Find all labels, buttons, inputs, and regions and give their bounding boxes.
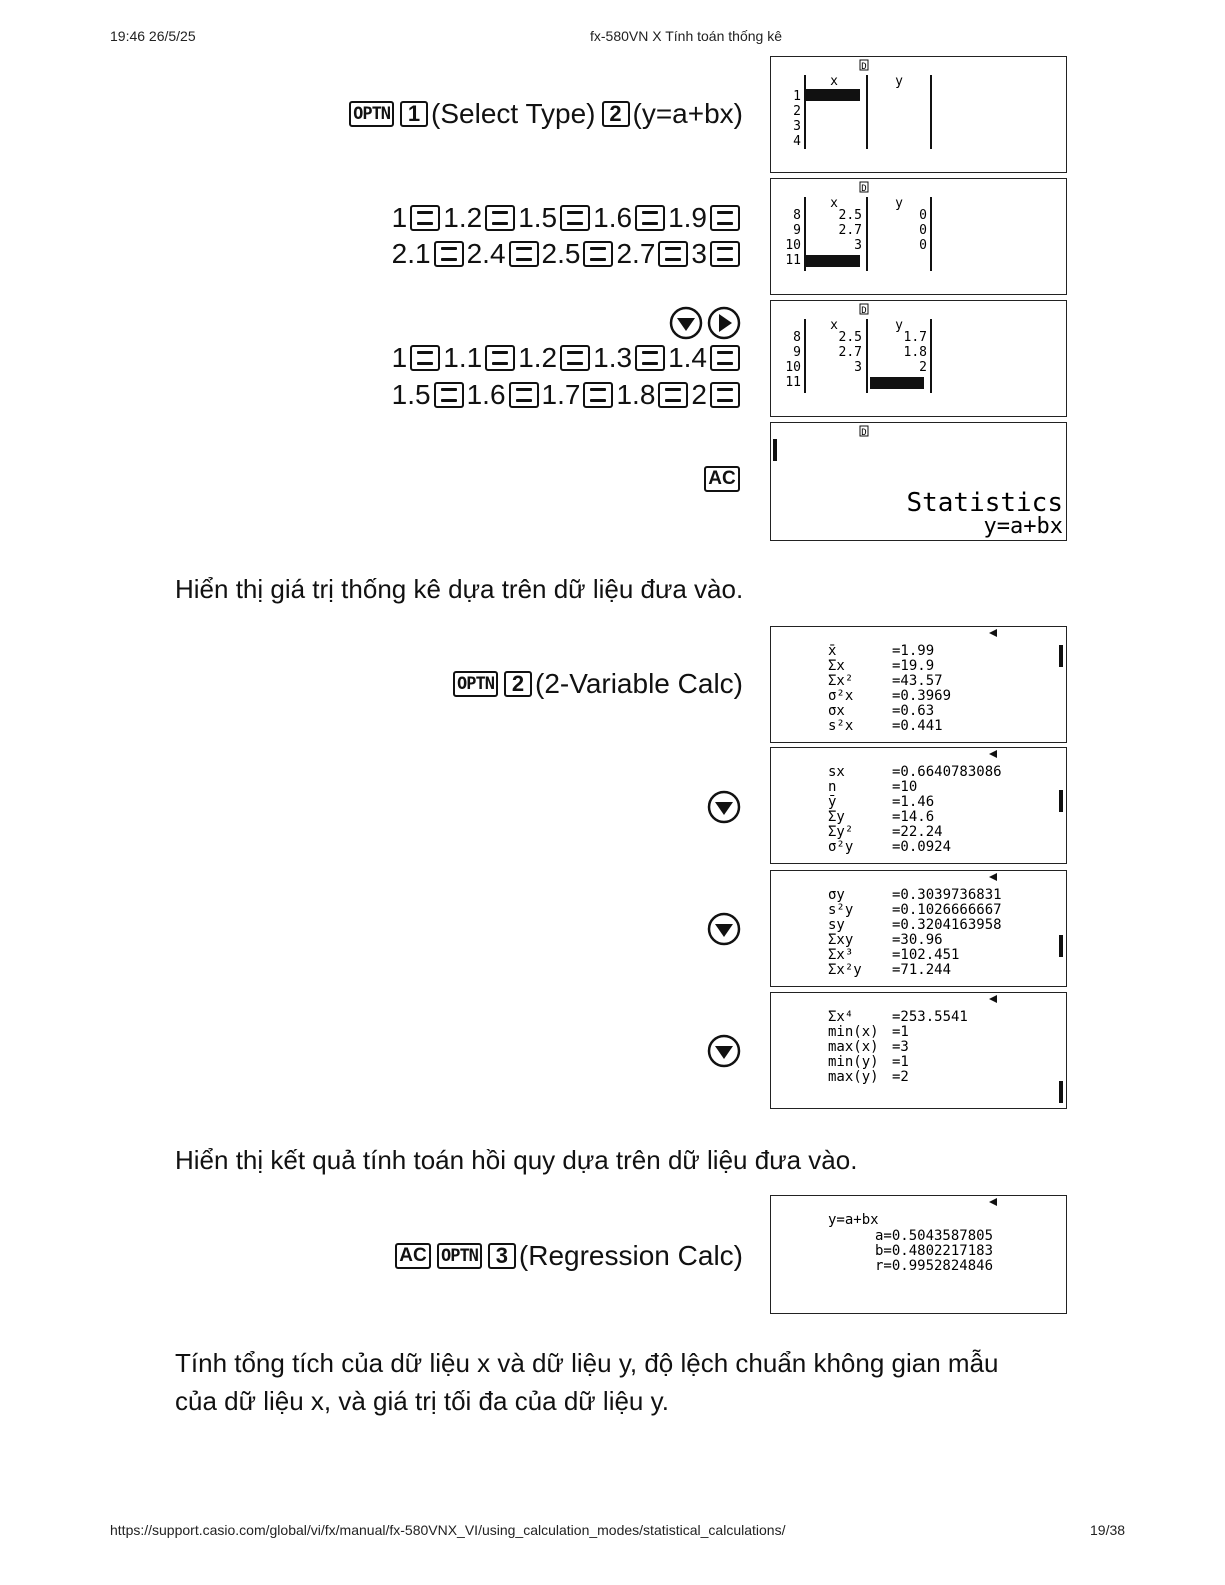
svg-text:s²y: s²y xyxy=(828,902,854,918)
svg-text:=0.3204163958: =0.3204163958 xyxy=(892,917,1002,933)
svg-text:9: 9 xyxy=(793,223,801,238)
svg-text:y: y xyxy=(895,318,903,333)
equals-key xyxy=(434,241,464,267)
header-title: fx-580VN X Tính toán thống kê xyxy=(590,28,782,44)
svg-text:y=a+bx: y=a+bx xyxy=(828,1212,879,1228)
svg-text:=10: =10 xyxy=(892,779,918,795)
svg-text:=0.3969: =0.3969 xyxy=(892,688,952,704)
svg-text:10: 10 xyxy=(785,238,801,253)
svg-text:D: D xyxy=(861,184,867,194)
y-a-bx-label: (y=a+bx) xyxy=(632,98,743,129)
stat-mode-display xyxy=(771,423,1066,540)
stats-4-display xyxy=(771,993,1066,1108)
equals-key xyxy=(710,345,740,371)
regression-display xyxy=(771,1196,1066,1313)
screen-table-x xyxy=(770,178,1067,295)
paragraph-task-line-1: Tính tổng tích của dữ liệu x và dữ liệu y, độ lệch chuẩn không gian mẫu xyxy=(175,1348,999,1378)
svg-text:2: 2 xyxy=(793,104,801,119)
down-arrow-key-icon xyxy=(669,306,703,340)
step-select-type xyxy=(346,98,743,130)
footer-page-number: 19/38 xyxy=(1090,1522,1126,1538)
equals-key xyxy=(583,382,613,408)
stat-type-label: y=a+bx xyxy=(983,514,1063,539)
down-step-2 xyxy=(705,912,743,946)
svg-text:Σx³: Σx³ xyxy=(828,947,854,963)
svg-text:0: 0 xyxy=(919,208,927,223)
footer-url[interactable]: https://support.casio.com/global/vi/fx/manual/fx-580VNX_VI/using_calculation_modes/statistical_calculations/ xyxy=(110,1522,786,1538)
svg-text:Σx²: Σx² xyxy=(828,673,854,689)
svg-text:=0.0924: =0.0924 xyxy=(892,839,952,855)
stat-mode-label: Statistics xyxy=(906,488,1063,518)
svg-text:Σy²: Σy² xyxy=(828,824,854,840)
stats-2-display xyxy=(771,748,1066,863)
svg-text:1.7: 1.7 xyxy=(903,330,927,345)
ac-key: AC xyxy=(395,1243,431,1269)
down-step-1 xyxy=(705,790,743,824)
svg-text:=19.9: =19.9 xyxy=(892,658,935,674)
equals-key xyxy=(658,241,688,267)
screen-table-empty xyxy=(770,56,1067,173)
cell-cursor xyxy=(806,89,860,101)
screen-table-xy xyxy=(770,300,1067,417)
svg-text:=71.244: =71.244 xyxy=(892,962,952,978)
x-data-row-2: 2.1 2.4 2.5 2.7 3 xyxy=(392,238,743,270)
svg-text:σx: σx xyxy=(828,703,845,719)
optn-key: OPTN xyxy=(453,671,498,697)
screen-stats-3 xyxy=(770,870,1067,987)
svg-text:x: x xyxy=(830,318,838,333)
svg-text:10: 10 xyxy=(785,360,801,375)
svg-text:Σy: Σy xyxy=(828,809,845,825)
y-data-row-2: 1.5 1.6 1.7 1.8 2 xyxy=(392,379,743,411)
svg-text:=1: =1 xyxy=(892,1024,909,1040)
deg-indicator: D xyxy=(861,62,867,72)
svg-text:0: 0 xyxy=(919,223,927,238)
equals-key xyxy=(710,382,740,408)
svg-text:=14.6: =14.6 xyxy=(892,809,935,825)
cursor-keys-row xyxy=(667,306,743,340)
svg-text:=2: =2 xyxy=(892,1069,909,1085)
svg-text:y: y xyxy=(895,196,903,211)
svg-text:=0.441: =0.441 xyxy=(892,718,943,734)
key-3: 3 xyxy=(488,1243,516,1269)
svg-text:Σx: Σx xyxy=(828,658,845,674)
equals-key xyxy=(410,345,440,371)
svg-text:4: 4 xyxy=(793,134,801,149)
stats-3-display xyxy=(771,871,1066,986)
svg-text:11: 11 xyxy=(785,375,801,390)
svg-text:=1.99: =1.99 xyxy=(892,643,935,659)
svg-text:3: 3 xyxy=(854,360,862,375)
svg-text:min(x): min(x) xyxy=(828,1024,879,1040)
svg-text:sx: sx xyxy=(828,764,845,780)
svg-text:3: 3 xyxy=(793,119,801,134)
svg-text:x̄: x̄ xyxy=(828,643,837,659)
equals-key xyxy=(710,241,740,267)
equals-key xyxy=(434,382,464,408)
svg-text:2.5: 2.5 xyxy=(838,330,862,345)
svg-text:2: 2 xyxy=(919,360,927,375)
equals-key xyxy=(410,205,440,231)
equals-key xyxy=(635,205,665,231)
svg-text:s²x: s²x xyxy=(828,718,854,734)
ac-key: AC xyxy=(704,466,740,492)
svg-text:σy: σy xyxy=(828,887,845,903)
svg-text:=1: =1 xyxy=(892,1054,909,1070)
svg-text:=0.6640783086: =0.6640783086 xyxy=(892,764,1002,780)
equals-key xyxy=(485,345,515,371)
key-2: 2 xyxy=(504,671,532,697)
screen-stats-4 xyxy=(770,992,1067,1109)
screen-stats-1 xyxy=(770,626,1067,743)
right-arrow-key-icon xyxy=(707,306,741,340)
equals-key xyxy=(485,205,515,231)
paragraph-regression: Hiển thị kết quả tính toán hồi quy dựa trên dữ liệu đưa vào. xyxy=(175,1145,858,1175)
svg-text:11: 11 xyxy=(785,253,801,268)
svg-text:2.5: 2.5 xyxy=(838,208,862,223)
y-data-row-1: 1 1.1 1.2 1.3 1.4 xyxy=(392,342,743,374)
svg-text:0: 0 xyxy=(919,238,927,253)
svg-text:=3: =3 xyxy=(892,1039,909,1055)
svg-text:1.8: 1.8 xyxy=(903,345,927,360)
screen-stats-2 xyxy=(770,747,1067,864)
equals-key xyxy=(560,345,590,371)
svg-text:9: 9 xyxy=(793,345,801,360)
svg-text:=1.46: =1.46 xyxy=(892,794,935,810)
down-arrow-key-icon xyxy=(707,912,741,946)
svg-text:sy: sy xyxy=(828,917,845,933)
key-1: 1 xyxy=(400,101,428,127)
equals-key xyxy=(509,241,539,267)
down-arrow-key-icon xyxy=(707,790,741,824)
svg-text:σ²x: σ²x xyxy=(828,688,854,704)
svg-text:n: n xyxy=(828,779,837,795)
equals-key xyxy=(560,205,590,231)
svg-text:σ²y: σ²y xyxy=(828,839,854,855)
svg-text:D: D xyxy=(861,428,867,438)
svg-text:max(x): max(x) xyxy=(828,1039,879,1055)
header-datetime: 19:46 26/5/25 xyxy=(110,28,196,44)
equals-key xyxy=(583,241,613,267)
input-cursor xyxy=(773,439,777,461)
svg-text:x: x xyxy=(830,196,838,211)
svg-text:r=0.9952824846: r=0.9952824846 xyxy=(875,1258,994,1274)
screen-stat-mode xyxy=(770,422,1067,541)
svg-text:2.7: 2.7 xyxy=(838,345,862,360)
down-step-3 xyxy=(705,1034,743,1068)
key-2: 2 xyxy=(602,101,630,127)
svg-text:a=0.5043587805: a=0.5043587805 xyxy=(875,1228,994,1244)
svg-text:Σxy: Σxy xyxy=(828,932,854,948)
paragraph-stat-values: Hiển thị giá trị thống kê dựa trên dữ liệu đưa vào. xyxy=(175,574,744,604)
step-regression-calc xyxy=(392,1240,743,1272)
col-x-header: x xyxy=(830,74,838,89)
svg-text:=253.5541: =253.5541 xyxy=(892,1009,968,1025)
svg-text:3: 3 xyxy=(854,238,862,253)
svg-text:8: 8 xyxy=(793,208,801,223)
svg-text:Σx²y: Σx²y xyxy=(828,962,862,978)
scrollbar xyxy=(1059,645,1063,667)
ac-step xyxy=(701,466,743,492)
svg-text:=30.96: =30.96 xyxy=(892,932,943,948)
svg-text:=0.1026666667: =0.1026666667 xyxy=(892,902,1002,918)
stats-1-display xyxy=(771,627,1066,742)
svg-text:2.7: 2.7 xyxy=(838,223,862,238)
svg-text:8: 8 xyxy=(793,330,801,345)
table-xy-display xyxy=(771,301,1066,416)
select-type-label: (Select Type) xyxy=(431,98,596,129)
svg-text:min(y): min(y) xyxy=(828,1054,879,1070)
equals-key xyxy=(658,382,688,408)
table-empty-display xyxy=(771,57,1066,172)
regression-label: (Regression Calc) xyxy=(518,1240,743,1271)
svg-text:=0.3039736831: =0.3039736831 xyxy=(892,887,1002,903)
equals-key xyxy=(710,205,740,231)
optn-key: OPTN xyxy=(437,1243,482,1269)
svg-text:=102.451: =102.451 xyxy=(892,947,960,963)
down-arrow-key-icon xyxy=(707,1034,741,1068)
svg-text:max(y): max(y) xyxy=(828,1069,879,1085)
table-x-display xyxy=(771,179,1066,294)
svg-text:=43.57: =43.57 xyxy=(892,673,943,689)
svg-text:b=0.4802217183: b=0.4802217183 xyxy=(875,1243,994,1259)
optn-key: OPTN xyxy=(349,101,394,127)
svg-text:=0.63: =0.63 xyxy=(892,703,935,719)
svg-text:ȳ: ȳ xyxy=(828,794,837,810)
svg-text:=22.24: =22.24 xyxy=(892,824,943,840)
x-data-row-1: 1 1.2 1.5 1.6 1.9 xyxy=(392,202,743,234)
screen-regression xyxy=(770,1195,1067,1314)
two-var-label: (2-Variable Calc) xyxy=(535,668,743,699)
svg-text:Σx⁴: Σx⁴ xyxy=(828,1009,854,1025)
step-two-var-calc xyxy=(450,668,743,700)
svg-text:D: D xyxy=(861,306,867,316)
equals-key xyxy=(509,382,539,408)
paragraph-task-line-2: của dữ liệu x, và giá trị tối đa của dữ liệu y. xyxy=(175,1386,669,1416)
equals-key xyxy=(635,345,665,371)
col-y-header: y xyxy=(895,74,903,89)
svg-text:1: 1 xyxy=(793,89,801,104)
